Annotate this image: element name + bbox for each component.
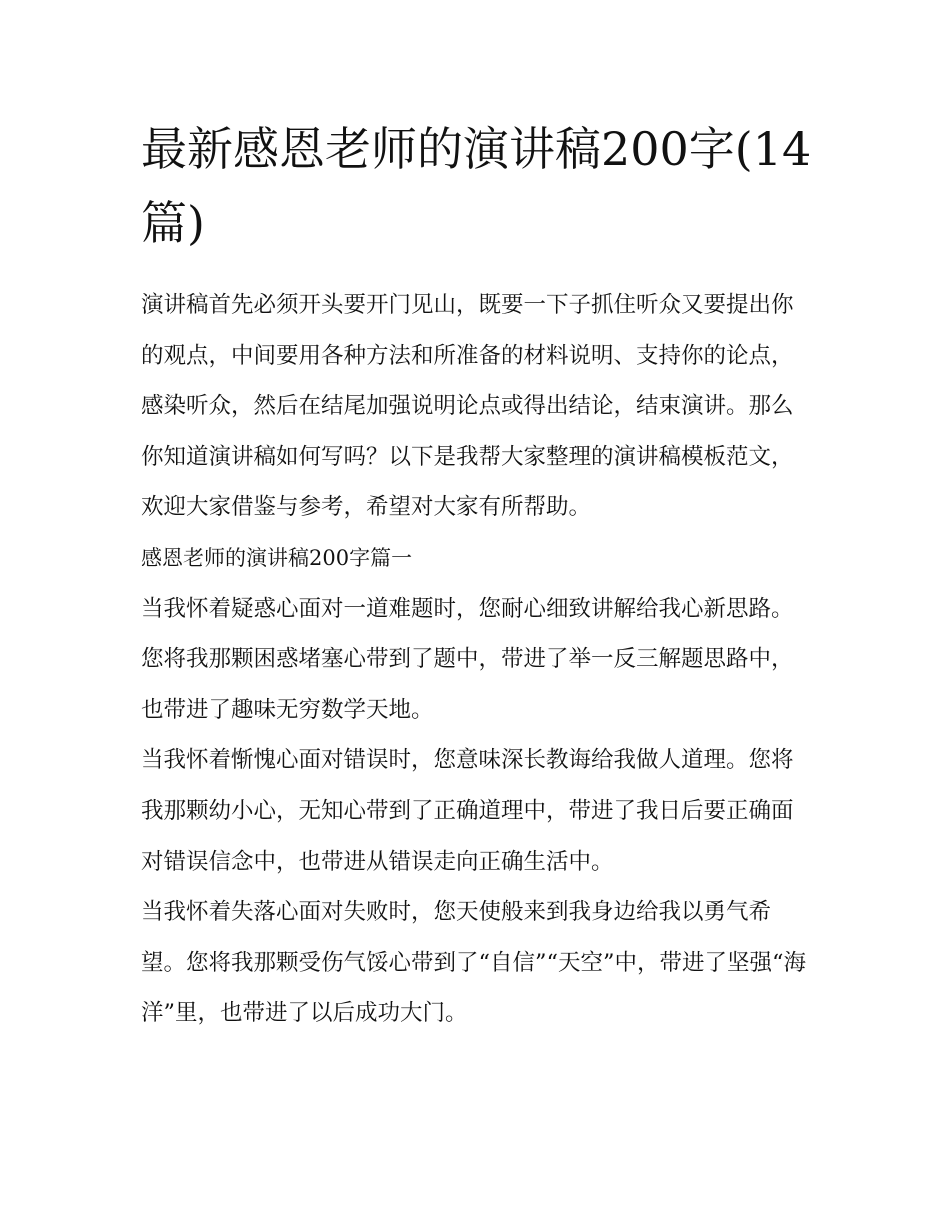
title-text: 最新感恩老师的演讲稿200字(14篇): [141, 122, 812, 250]
section-heading: 感恩老师的演讲稿200字篇一: [141, 545, 413, 570]
body-paragraph-2: 当我怀着惭愧心面对错误时，您意味深长教诲给我做人道理。您将我那颗幼小心，无知心带到了正确道理中，带进了我日后要正确面对错误信念中，也带进从错误走向正确生活中。: [141, 747, 794, 875]
document-page: [141, 112, 813, 1039]
intro-paragraph: 演讲稿首先必须开头要开门见山，既要一下子抓住听众又要提出你的观点，中间要用各种方法和所准备的材料说明、支持你的论点，感染听众，然后在结尾加强说明论点或得出结论，结束演讲。那么你知道演讲稿如何写吗？以下是我帮大家整理的演讲稿模板范文，欢迎大家借鉴与参考，希望对大家有所帮助。: [141, 292, 794, 521]
body-paragraph-1: 当我怀着疑惑心面对一道难题时，您耐心细致讲解给我心新思路。您将我那颗困惑堵塞心带到了题中，带进了举一反三解题思路中，也带进了趣味无穷数学天地。: [141, 595, 794, 723]
document-title: [141, 112, 813, 260]
body-paragraph-3: 当我怀着失落心面对失败时，您天使般来到我身边给我以勇气希望。您将我那颗受伤气馁心带到了“自信”“天空”中，带进了坚强“海洋”里，也带进了以后成功大门。: [141, 899, 807, 1027]
